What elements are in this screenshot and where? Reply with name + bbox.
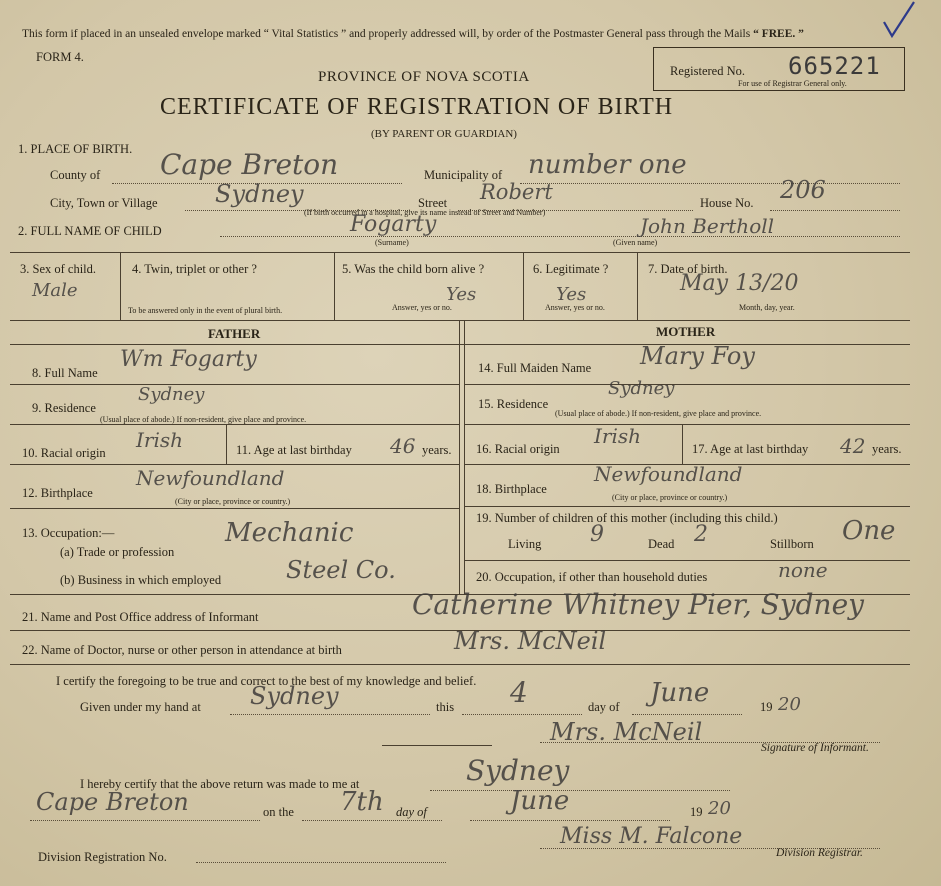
father-residence-label: 9. Residence: [32, 401, 96, 415]
day-value: 4: [510, 676, 528, 709]
doctor-label: 22. Name of Doctor, nurse or other person in attendance at birth: [22, 643, 342, 657]
day-of-label: day of: [588, 700, 620, 714]
house-label: House No.: [700, 196, 754, 210]
registrar-day-of-label: day of: [396, 805, 427, 819]
form-number: FORM 4.: [36, 50, 84, 64]
registered-label: Registered No.: [670, 64, 745, 78]
date-of-birth-value: May 13/20: [680, 271, 799, 296]
this-label: this: [436, 700, 455, 714]
mother-dead-label: Dead: [648, 537, 675, 551]
registrar-year-prefix: 19: [690, 805, 703, 819]
date-of-birth-note: Month, day, year.: [739, 303, 795, 312]
registrar-note: For use of Registrar General only.: [738, 79, 847, 88]
sex-value: Male: [32, 280, 78, 301]
father-years-label: years.: [422, 443, 452, 457]
father-age-value: 46: [390, 434, 416, 458]
mother-years-label: years.: [872, 442, 902, 456]
mother-occupation-value: none: [778, 558, 828, 582]
county-label: County of: [50, 168, 101, 182]
county-value: Cape Breton: [160, 148, 339, 181]
registrar-signature: Miss M. Falcone: [560, 824, 743, 849]
mother-occupation-label: 20. Occupation, if other than household duties: [476, 570, 708, 584]
mother-racial-value: Irish: [594, 424, 642, 448]
informant-label: 21. Name and Post Office address of Informant: [22, 610, 259, 624]
division-registration-label: Division Registration No.: [38, 850, 167, 864]
legitimate-label: 6. Legitimate ?: [533, 262, 609, 276]
registrar-district-value: Cape Breton: [36, 788, 189, 816]
child-name-label: 2. FULL NAME OF CHILD: [18, 224, 162, 238]
hospital-note: (If birth occurred in a hospital, give its name instead of Street and Number): [304, 208, 546, 217]
informant-value: Catherine Whitney Pier, Sydney: [412, 588, 864, 621]
mother-living-value: 9: [590, 522, 604, 547]
mother-name-value: Mary Foy: [640, 342, 755, 370]
registrar-year-value: 20: [708, 798, 731, 819]
mother-residence-note: (Usual place of abode.) If non-resident, give place and province.: [555, 409, 762, 418]
mother-residence-value: Sydney: [608, 378, 675, 399]
page-subtitle: (BY PARENT OR GUARDIAN): [371, 128, 517, 140]
mother-dead-value: 2: [694, 522, 708, 547]
father-residence-note: (Usual place of abode.) If non-resident, give place and province.: [100, 415, 307, 424]
father-age-label: 11. Age at last birthday: [236, 443, 352, 457]
municipality-value: number one: [528, 150, 687, 180]
given-place-value: Sydney: [250, 682, 339, 710]
father-birthplace-value: Newfoundland: [136, 466, 285, 490]
mother-residence-label: 15. Residence: [478, 397, 549, 411]
mother-age-value: 42: [840, 434, 866, 458]
on-the-label: on the: [263, 805, 294, 819]
registrar-caption: Division Registrar.: [776, 847, 863, 859]
month-value: June: [650, 678, 710, 708]
alive-value: Yes: [446, 284, 477, 305]
twin-label: 4. Twin, triplet or other ?: [132, 262, 257, 276]
province-heading: PROVINCE OF NOVA SCOTIA: [318, 69, 530, 85]
surname-caption: (Surname): [375, 238, 409, 247]
mother-stillborn-label: Stillborn: [770, 537, 814, 551]
father-name-value: Wm Fogarty: [120, 347, 257, 372]
legitimate-note: Answer, yes or no.: [545, 303, 605, 312]
mother-racial-label: 16. Racial origin: [476, 442, 560, 456]
sex-label: 3. Sex of child.: [20, 262, 97, 276]
father-name-label: 8. Full Name: [32, 366, 98, 380]
father-business-value: Steel Co.: [286, 556, 396, 584]
mother-birthplace-note: (City or place, province or country.): [612, 493, 728, 502]
registrar-statement: I hereby certify that the above return was made to me at: [80, 777, 360, 791]
father-residence-value: Sydney: [138, 384, 205, 405]
municipality-label: Municipality of: [424, 168, 503, 182]
registrar-place-value: Sydney: [466, 754, 570, 787]
house-value: 206: [780, 176, 826, 204]
mother-heading: MOTHER: [656, 324, 716, 339]
given-caption: (Given name): [613, 238, 658, 247]
informant-signature: Mrs. McNeil: [550, 718, 703, 746]
postal-notice: This form if placed in an unsealed envelope marked “ Vital Statistics ” and properly addressed will, by order of the Postmaster General pass through the Mails “ FREE. ”: [22, 28, 804, 40]
given-under-label: Given under my hand at: [80, 700, 201, 714]
mother-stillborn-value: One: [842, 516, 896, 546]
certification-statement: I certify the foregoing to be true and correct to the best of my knowledge and belief.: [56, 674, 477, 688]
checkmark-icon: [880, 0, 920, 42]
doctor-value: Mrs. McNeil: [454, 627, 607, 655]
signature-caption: Signature of Informant.: [761, 742, 869, 754]
father-birthplace-note: (City or place, province or country.): [175, 497, 291, 506]
place-of-birth-label: 1. PLACE OF BIRTH.: [18, 142, 133, 156]
page-title: CERTIFICATE OF REGISTRATION OF BIRTH: [160, 94, 674, 120]
registrar-month-value: June: [510, 786, 570, 816]
mother-birthplace-value: Newfoundland: [594, 462, 743, 486]
city-value: Sydney: [215, 180, 304, 208]
father-trade-label: (a) Trade or profession: [60, 545, 175, 559]
year-prefix: 19: [760, 700, 773, 714]
registrar-day-value: 7th: [340, 787, 384, 817]
mother-birthplace-label: 18. Birthplace: [476, 482, 547, 496]
mother-age-label: 17. Age at last birthday: [692, 442, 809, 456]
father-trade-value: Mechanic: [225, 518, 354, 548]
legitimate-value: Yes: [556, 284, 587, 305]
father-racial-value: Irish: [136, 428, 184, 452]
father-heading: FATHER: [208, 326, 261, 341]
alive-label: 5. Was the child born alive ?: [342, 262, 485, 276]
twin-note: To be answered only in the event of plural birth.: [128, 306, 283, 315]
child-given-value: John Bertholl: [640, 214, 775, 238]
child-surname-value: Fogarty: [350, 212, 437, 237]
alive-note: Answer, yes or no.: [392, 303, 452, 312]
date-of-birth-label: 7. Date of birth.: [648, 262, 728, 276]
mother-children-label: 19. Number of children of this mother (including this child.): [476, 511, 778, 525]
father-business-label: (b) Business in which employed: [60, 573, 222, 587]
father-racial-label: 10. Racial origin: [22, 446, 106, 460]
father-occupation-label: 13. Occupation:—: [22, 526, 115, 540]
father-birthplace-label: 12. Birthplace: [22, 486, 93, 500]
mother-name-label: 14. Full Maiden Name: [478, 361, 592, 375]
mother-living-label: Living: [508, 537, 542, 551]
registered-number: 665221: [788, 52, 881, 80]
street-label: Street: [418, 196, 448, 210]
street-value: Robert: [480, 180, 553, 204]
year-value: 20: [778, 694, 801, 715]
city-label: City, Town or Village: [50, 196, 158, 210]
